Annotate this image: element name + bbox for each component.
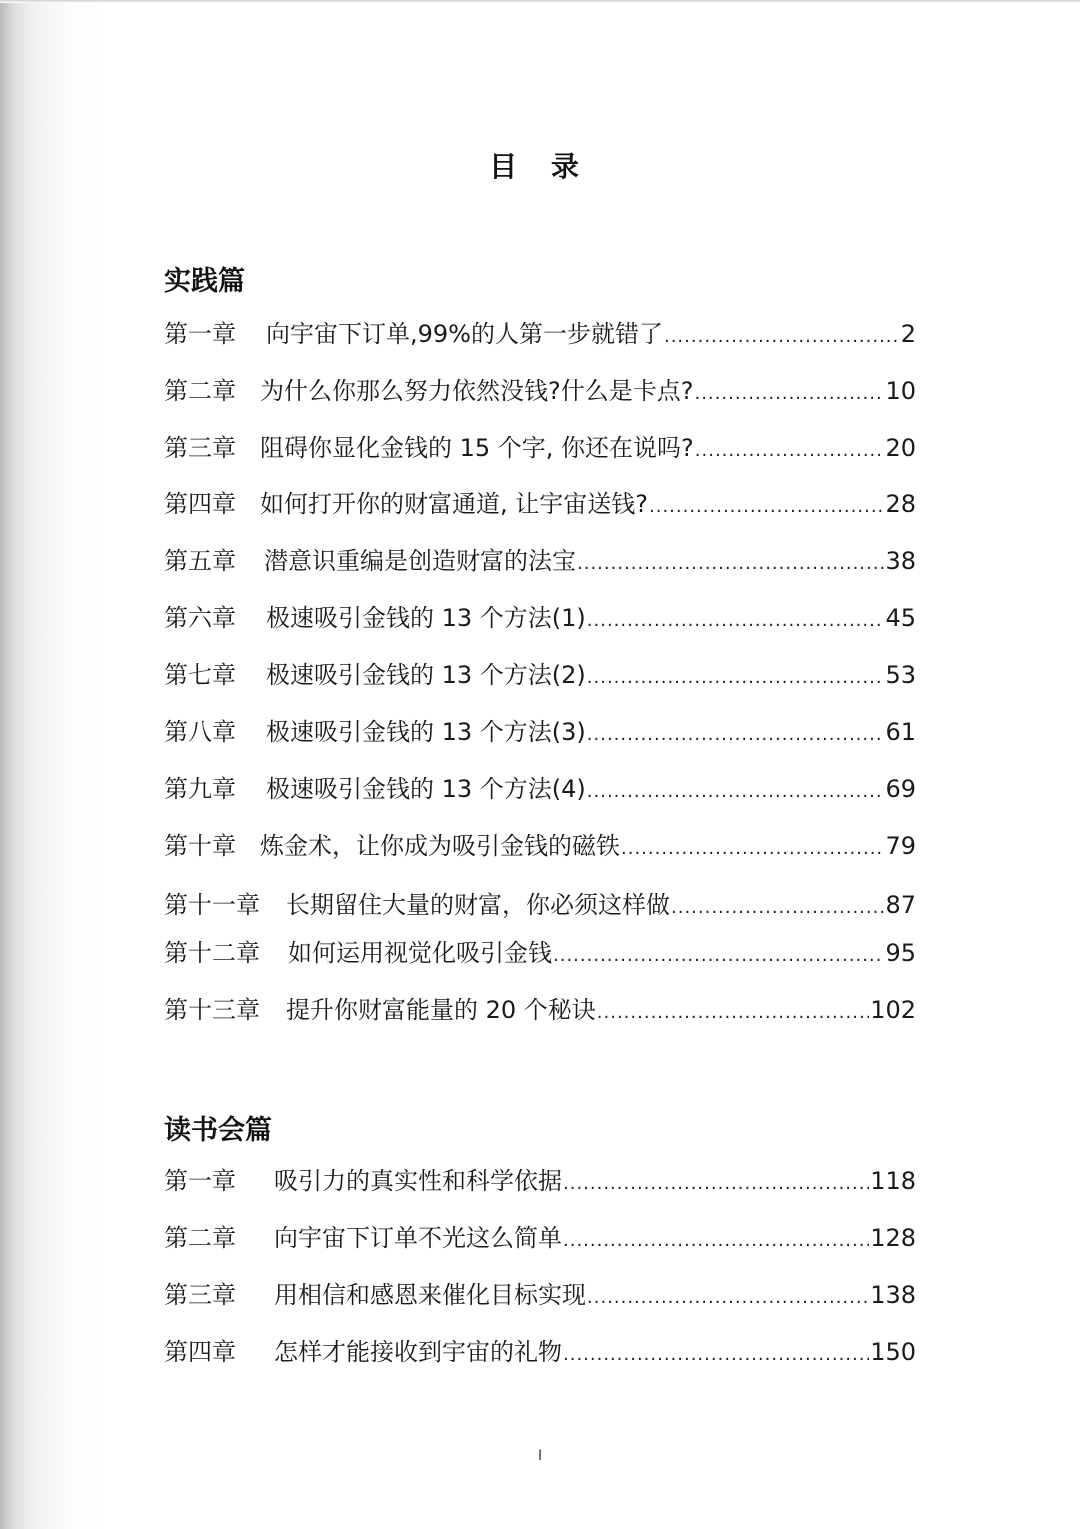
toc-entry[interactable] bbox=[164, 937, 916, 972]
toc-entry-text: 极速吸引金钱的 13 个方法(2) bbox=[266, 661, 586, 689]
toc-entry[interactable] bbox=[164, 318, 916, 353]
toc-chapter-label: 第八章 bbox=[164, 718, 236, 746]
toc-chapter-label: 第十二章 bbox=[164, 939, 260, 967]
toc-entry[interactable] bbox=[164, 1165, 916, 1200]
toc-entry[interactable] bbox=[164, 602, 916, 637]
toc-page-number: 102 bbox=[870, 996, 916, 1024]
toc-leader-dots bbox=[587, 1282, 869, 1314]
toc-page-number: 20 bbox=[885, 434, 916, 462]
toc-chapter-label: 第四章 bbox=[164, 490, 236, 518]
toc-entry-text: 向宇宙下订单,99%的人第一步就错了 bbox=[266, 320, 663, 348]
toc-page-number: 79 bbox=[885, 832, 916, 860]
toc-chapter-label: 第一章 bbox=[164, 320, 236, 348]
toc-leader-dots bbox=[621, 833, 884, 865]
toc-leader-dots bbox=[694, 378, 884, 410]
toc-entry-text: 极速吸引金钱的 13 个方法(3) bbox=[266, 718, 586, 746]
toc-leader-dots bbox=[577, 548, 884, 580]
toc-chapter-label: 第二章 bbox=[164, 1224, 236, 1252]
toc-entry[interactable] bbox=[164, 432, 916, 467]
toc-page-number: 10 bbox=[885, 377, 916, 405]
toc-entry[interactable] bbox=[164, 1279, 916, 1314]
toc-entry[interactable] bbox=[164, 1222, 916, 1257]
toc-entry[interactable] bbox=[164, 1336, 916, 1371]
toc-leader-dots bbox=[671, 892, 884, 924]
toc-leader-dots bbox=[587, 719, 885, 751]
toc-leader-dots bbox=[587, 662, 885, 694]
toc-entry[interactable] bbox=[164, 716, 916, 751]
toc-page-number: 138 bbox=[870, 1281, 916, 1309]
toc-chapter-label: 第五章 bbox=[164, 547, 236, 575]
page-top-edge bbox=[0, 0, 1080, 3]
toc-leader-dots bbox=[587, 776, 885, 808]
toc-entry-text: 长期留住大量的财富，你必须这样做 bbox=[286, 891, 670, 919]
page-number-footer: I bbox=[538, 1448, 543, 1464]
toc-entry-text: 吸引力的真实性和科学依据 bbox=[274, 1167, 562, 1195]
toc-entry[interactable] bbox=[164, 488, 916, 523]
toc-leader-dots bbox=[587, 605, 885, 637]
toc-entry-text: 如何打开你的财富通道, 让宇宙送钱? bbox=[260, 490, 648, 518]
toc-page-number: 118 bbox=[870, 1167, 916, 1195]
toc-page-number: 95 bbox=[885, 939, 916, 967]
toc-chapter-label: 第三章 bbox=[164, 1281, 236, 1309]
toc-entry-text: 用相信和感恩来催化目标实现 bbox=[274, 1281, 586, 1309]
toc-page-number: 2 bbox=[900, 320, 916, 348]
toc-chapter-label: 第十一章 bbox=[164, 891, 260, 919]
toc-entry[interactable] bbox=[164, 889, 916, 924]
toc-chapter-label: 第二章 bbox=[164, 377, 236, 405]
toc-entry[interactable] bbox=[164, 830, 916, 865]
toc-leader-dots bbox=[563, 1339, 869, 1371]
toc-entry-text: 为什么你那么努力依然没钱?什么是卡点? bbox=[260, 377, 694, 405]
toc-chapter-label: 第十章 bbox=[164, 832, 236, 860]
toc-chapter-label: 第六章 bbox=[164, 604, 236, 632]
toc-title: 目 录 bbox=[489, 150, 591, 183]
toc-entry[interactable] bbox=[164, 994, 916, 1029]
toc-entry-text: 极速吸引金钱的 13 个方法(4) bbox=[266, 775, 586, 803]
toc-leader-dots bbox=[563, 1225, 869, 1257]
toc-leader-dots bbox=[695, 435, 885, 467]
toc-page-number: 87 bbox=[885, 891, 916, 919]
toc-leader-dots bbox=[563, 1168, 869, 1200]
toc-page-number: 128 bbox=[870, 1224, 916, 1252]
toc-entry-text: 炼金术，让你成为吸引金钱的磁铁 bbox=[260, 832, 620, 860]
toc-entry-text: 向宇宙下订单不光这么简单 bbox=[274, 1224, 562, 1252]
toc-leader-dots bbox=[664, 321, 900, 353]
toc-chapter-label: 第四章 bbox=[164, 1338, 236, 1366]
toc-chapter-label: 第三章 bbox=[164, 434, 236, 462]
toc-chapter-label: 第七章 bbox=[164, 661, 236, 689]
toc-page-number: 45 bbox=[885, 604, 916, 632]
toc-entry[interactable] bbox=[164, 545, 916, 580]
toc-page-number: 53 bbox=[885, 661, 916, 689]
toc-entry-text: 提升你财富能量的 20 个秘诀 bbox=[286, 996, 596, 1024]
toc-leader-dots bbox=[649, 491, 884, 523]
toc-page-number: 69 bbox=[885, 775, 916, 803]
toc-entry-text: 如何运用视觉化吸引金钱 bbox=[288, 939, 552, 967]
section-title-practice: 实践篇 bbox=[164, 266, 245, 297]
toc-chapter-label: 第九章 bbox=[164, 775, 236, 803]
toc-page-number: 38 bbox=[885, 547, 916, 575]
toc-page-number: 61 bbox=[885, 718, 916, 746]
toc-page-number: 28 bbox=[885, 490, 916, 518]
toc-entry[interactable] bbox=[164, 375, 916, 410]
toc-entry-text: 极速吸引金钱的 13 个方法(1) bbox=[266, 604, 586, 632]
toc-chapter-label: 第一章 bbox=[164, 1167, 236, 1195]
toc-entry[interactable] bbox=[164, 773, 916, 808]
toc-leader-dots bbox=[553, 940, 884, 972]
section-title-book-club: 读书会篇 bbox=[164, 1115, 272, 1146]
toc-entry[interactable] bbox=[164, 659, 916, 694]
toc-entry-text: 潜意识重编是创造财富的法宝 bbox=[264, 547, 576, 575]
toc-chapter-label: 第十三章 bbox=[164, 996, 260, 1024]
toc-entry-text: 怎样才能接收到宇宙的礼物 bbox=[274, 1338, 562, 1366]
toc-page-number: 150 bbox=[870, 1338, 916, 1366]
toc-leader-dots bbox=[597, 997, 869, 1029]
toc-entry-text: 阻碍你显化金钱的 15 个字, 你还在说吗? bbox=[260, 434, 694, 462]
